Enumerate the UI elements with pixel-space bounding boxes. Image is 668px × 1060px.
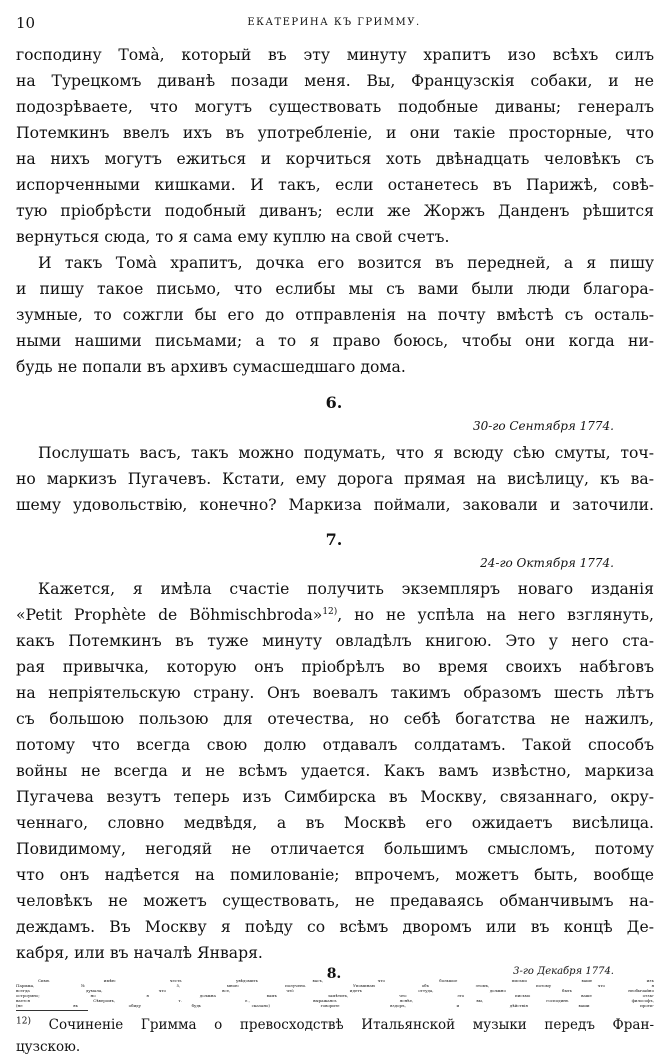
text-line: съ большою пользою для отечества, но себѣ богатства не нажилъ, <box>16 710 654 728</box>
text-line: Пугачева везутъ теперь изъ Симбирска въ Москву, связаннаго, окру- <box>16 788 654 806</box>
text-line: господину Томà, который въ эту минуту храпитъ изо всѣхъ силъ <box>16 46 654 64</box>
text-line: Кажется, я имѣла счастіе получить экземпляръ новаго изданія <box>38 580 654 598</box>
text-line: и пишу такое письмо, что еслибы мы съ вами были люди благора- <box>16 280 654 298</box>
footnote-rule <box>16 1010 88 1011</box>
text-line: Парижа, № 5, мною получено. Упоминаю объ этомъ, потому что я <box>16 983 654 988</box>
footnote-text: Сочиненіе Гримма о превосходствѣ Итальянской музыки передъ Фран- <box>48 1017 654 1033</box>
text-line: но маркизъ Пугачевъ. Кстати, ему дорога прямая на висѣлицу, къ ва- <box>16 470 654 488</box>
letter-date: 3-го Декабря 1774. <box>513 966 614 977</box>
text-fragment: , но не успѣла на него взглянуть, <box>337 606 654 624</box>
text-line: на нихъ могутъ ежиться и корчиться хоть двѣнадцать человѣкъ съ <box>16 150 654 168</box>
running-title: ЕКАТЕРИНА КЪ ГРИММУ. <box>247 17 421 28</box>
text-line: деждамъ. Въ Москву я поѣду со всѣмъ дворомъ или въ концѣ Де- <box>16 918 654 936</box>
letter-date: 30-го Сентября 1774. <box>472 419 614 433</box>
text-line: вается Сѣверомъ, т. е., выражаясь яснѣе, вы, господинъ философъ, <box>16 998 654 1003</box>
text-line: всегда думала, что все, чтò идетъ оттуда, должно быть необычайно <box>16 988 654 993</box>
text-line: рая привычка, которую онъ пріобрѣлъ во время своихъ набѣговъ <box>16 658 654 676</box>
text-line: И такъ Томà храпитъ, дочка его возится въ передней, а я пишу <box>38 254 654 272</box>
letter-number: 8. <box>326 966 342 982</box>
text-line: кабря, или въ началѣ Января. <box>16 944 263 962</box>
text-line: (не въ обиду будь сказано) говорите вздоръ, и дѣйствія ваши проти- <box>16 1003 654 1008</box>
text-line: Симъ имѣю честь увѣдомить васъ, что большое письмо ваше изъ <box>38 978 654 983</box>
text-line: Потемкинъ ввелъ ихъ въ употребленіе, и они такіе просторные, что <box>16 124 654 142</box>
text-line: Послушать васъ, такъ можно подумать, что я всюду сѣю смуты, точ- <box>38 444 654 462</box>
letter-number: 6. <box>325 393 343 412</box>
text-line: зумные, то сожгли бы его до отправленія на почту вмѣстѣ съ осталь- <box>16 306 654 324</box>
letter-number: 7. <box>325 530 343 549</box>
footnote-ref: 12) <box>322 606 338 617</box>
text-line: будь не попали въ архивъ сумасшедшаго дома. <box>16 358 406 376</box>
footnote-marker: 12) <box>16 1016 31 1027</box>
text-line: вернуться сюда, то я сама ему куплю на свой счетъ. <box>16 228 450 246</box>
footnote-line <box>16 1014 654 1036</box>
text-line: какъ Потемкинъ въ туже минуту овладѣлъ книгою. Это у него ста- <box>16 632 654 650</box>
footnote-line: цузскою. <box>16 1039 81 1055</box>
text-line: подозрѣваете, что могутъ существовать подобные диваны; генералъ <box>16 98 654 116</box>
book-title: «Petit Prophète de Böhmischbroda» <box>16 606 323 624</box>
letter-date: 24-го Октября 1774. <box>480 556 614 570</box>
text-line: войны не всегда и не всѣмъ удается. Какъ вамъ извѣстно, маркиза <box>16 762 654 780</box>
text-line: остроумно; но я должна вамъ замѣтить, что это письмо ваше отзы- <box>16 993 654 998</box>
text-line: ченнаго, словно медвѣдя, а въ Москвѣ его ожидаетъ висѣлица. <box>16 814 654 832</box>
text-line: ными нашими письмами; а то я право боюсь, чтобы они когда ни- <box>16 332 654 350</box>
text-line: потому что всегда свою долю отдавалъ солдатамъ. Такой способъ <box>16 736 654 754</box>
text-line: человѣкъ не можетъ существовать, не предаваясь обманчивымъ на- <box>16 892 654 910</box>
text-line: на Турецкомъ диванѣ позади меня. Вы, Французскія собаки, и не <box>16 72 654 90</box>
page-number: 10 <box>16 14 36 32</box>
text-line: испорченными кишками. И такъ, если останетесь въ Парижѣ, совѣ- <box>16 176 654 194</box>
text-line: шему удовольствію, конечно? Маркиза поймали, заковали и заточили. <box>16 496 654 514</box>
text-line: Повидимому, негодяй не отличается большимъ смысломъ, потому <box>16 840 654 858</box>
text-line: что онъ надѣется на помилованіе; впрочемъ, можетъ быть, вообще <box>16 866 654 884</box>
text-line: тую пріобрѣсти подобный диванъ; если же Жоржъ Данденъ рѣшится <box>16 202 654 220</box>
text-line: на непріятельскую страну. Онъ воевалъ такимъ образомъ шесть лѣтъ <box>16 684 654 702</box>
